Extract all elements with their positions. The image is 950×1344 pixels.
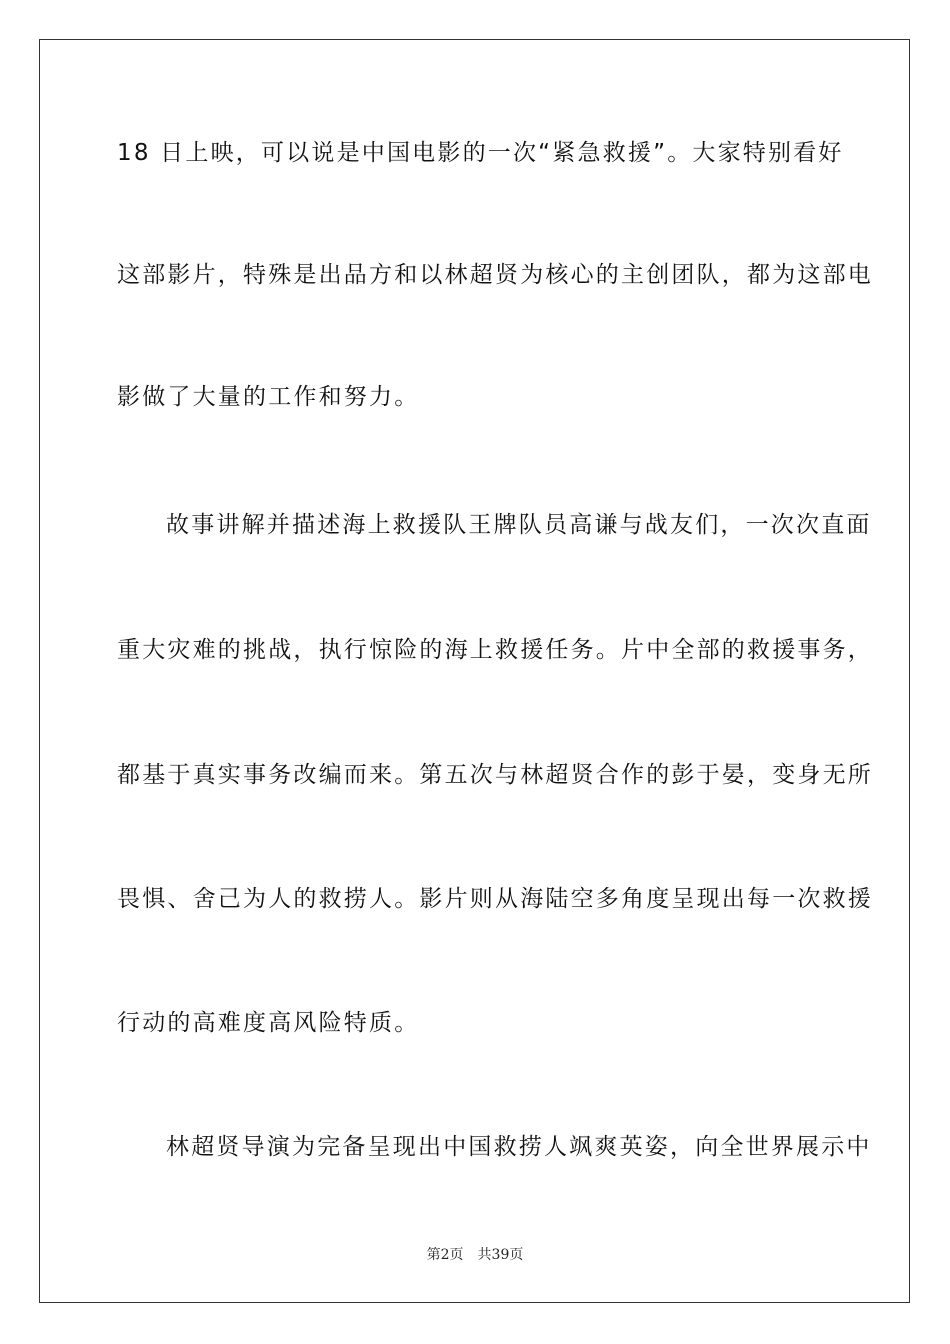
text-line-5: 重大灾难的挑战，执行惊险的海上救援任务。片中全部的救援事务， [117,637,873,663]
text-line-7: 畏惧、舍己为人的救捞人。影片则从海陆空多角度呈现出每一次救援 [117,886,873,912]
page-number: 第2页 [426,1247,464,1263]
text-line-1: 18 日上映，可以说是中国电影的一次“紧急救援”。大家特别看好 [117,140,844,166]
page-footer [0,1246,950,1264]
text-line-3: 影做了大量的工作和努力。 [117,384,420,410]
text-line-2: 这部影片，特殊是出品方和以林超贤为核心的主创团队，都为这部电 [117,262,873,288]
text-line-9: 林超贤导演为完备呈现出中国救捞人飒爽英姿，向全世界展示中 [166,1134,872,1160]
text-line-8: 行动的高难度高风险特质。 [117,1010,420,1036]
text-line-6: 都基于真实事务改编而来。第五次与林超贤合作的彭于晏，变身无所 [117,762,873,788]
text-line-4: 故事讲解并描述海上救援队王牌队员高谦与战友们，一次次直面 [166,512,872,538]
page-border [39,39,910,1303]
page-total: 共39页 [477,1247,524,1263]
